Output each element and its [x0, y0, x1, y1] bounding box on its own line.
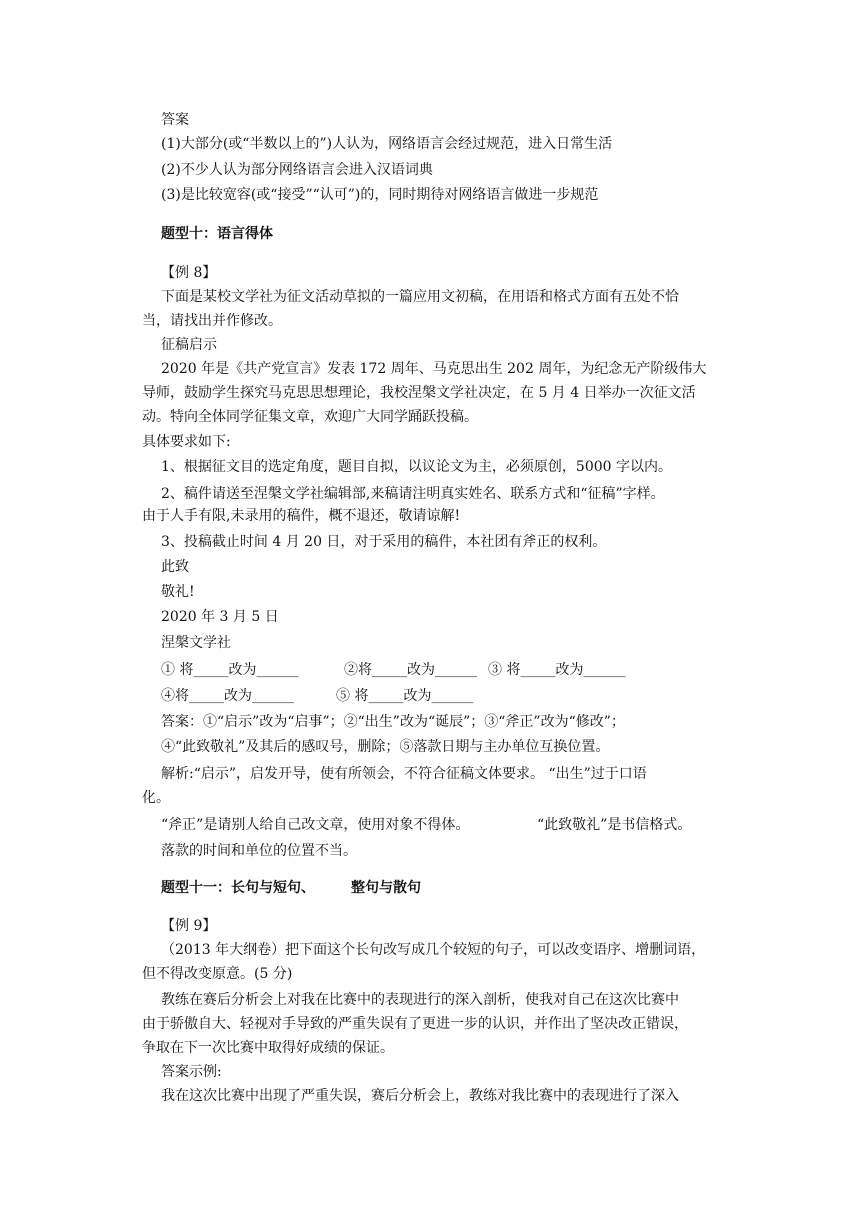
notice-paragraph-line-3: 动。特向全体同学征集文章，欢迎广大同学踊跃投稿。 [142, 409, 478, 425]
fill-blank-3: ③ 将_____改为______ [488, 662, 626, 678]
closing-line-2: 敬礼! [161, 584, 195, 600]
answer-label: 答案 [161, 112, 189, 128]
requirement-3: 3、投稿截止时间 4 月 20 日，对于采用的稿件，本社团有斧正的权利。 [161, 534, 607, 550]
answer-item-3: (3)是比较宽容(或“接受”“认可”)的，同时期待对网络语言做进一步规范 [161, 187, 599, 203]
answer-item-2: (2)不少人认为部分网络语言会进入汉语词典 [161, 162, 433, 178]
requirement-2-line-2: 由于人手有限,未录用的稿件，概不退还，敬请谅解! [142, 508, 461, 524]
requirement-1: 1、根据征文目的选定角度，题目自拟，以议论文为主，必须原创，5000 字以内。 [161, 459, 672, 475]
requirements-heading: 具体要求如下: [142, 434, 231, 450]
example-9-sentence-line-2: 由于骄傲自大、轻视对手导致的严重失误有了更进一步的认识，并作出了坚决改正错误， [142, 1016, 688, 1032]
fill-blank-5: ⑤ 将_____改为______ [336, 688, 474, 704]
section-11-heading-part-2: 整句与散句 [351, 880, 421, 896]
example-9-answer-line-1: 我在这次比赛中出现了严重失误，赛后分析会上，教练对我比赛中的表现进行了深入 [161, 1088, 679, 1104]
example-8-analysis-line-3b: “此致敬礼”是书信格式。 [537, 817, 692, 833]
example-8-analysis-line-1: 解析:“启示”，启发开导，使有所领会，不符合征稿文体要求。 “出生”过于口语 [161, 766, 647, 782]
example-8-analysis-line-3a: “斧正”是请别人给自己改文章，使用对象不得体。 [161, 817, 470, 833]
notice-title: 征稿启示 [161, 337, 217, 353]
example-9-sentence-line-1: 教练在赛后分析会上对我在比赛中的表现进行的深入剖析，使我对自己在这次比赛中 [161, 992, 679, 1008]
example-8-answer-line-1: 答案：①“启示”改为“启事”；②“出生”改为“诞辰”；③“斧正”改为“修改”； [161, 714, 625, 730]
requirement-2-line-1: 2、稿件请送至涅槃文学社编辑部,来稿请注明真实姓名、联系方式和“征稿”字样。 [161, 486, 665, 502]
fill-blank-4: ④将_____改为______ [161, 688, 294, 704]
example-8-answer-line-2: ④“此致敬礼”及其后的感叹号，删除；⑤落款日期与主办单位互换位置。 [161, 739, 610, 755]
example-8-label: 【例 8】 [161, 265, 217, 281]
fill-blank-2: ②将_____改为______ [344, 662, 477, 678]
answer-item-1: (1)大部分(或“半数以上的”)人认为，网络语言会经过规范，进入日常生活 [161, 136, 613, 152]
example-8-question-line-2: 当，请找出并作修改。 [142, 313, 282, 329]
notice-paragraph-line-2: 导师，鼓励学生探究马克思思想理论，我校涅槃文学社决定，在 5 月 4 日举办一次征文活 [142, 385, 696, 401]
example-9-answer-heading: 答案示例: [161, 1064, 222, 1080]
section-10-heading: 题型十：语言得体 [161, 226, 273, 242]
notice-date: 2020 年 3 月 5 日 [161, 609, 279, 625]
notice-signer: 涅槃文学社 [161, 635, 231, 651]
example-8-analysis-line-4: 落款的时间和单位的位置不当。 [161, 843, 357, 859]
section-11-heading-part-1: 题型十一：长句与短句、 [161, 880, 315, 896]
example-9-question-line-1: （2013 年大纲卷）把下面这个长句改写成几个较短的句子，可以改变语序、增删词语， [161, 942, 706, 958]
closing-line-1: 此致 [161, 559, 189, 575]
example-8-question-line-1: 下面是某校文学社为征文活动草拟的一篇应用文初稿，在用语和格式方面有五处不恰 [161, 289, 679, 305]
example-9-sentence-line-3: 争取在下一次比赛中取得好成绩的保证。 [142, 1040, 394, 1056]
notice-paragraph-line-1: 2020 年是《共产党宣言》发表 172 周年、马克思出生 202 周年，为纪念无产阶级伟大 [161, 361, 707, 377]
example-9-question-line-2: 但不得改变原意。(5 分) [142, 966, 293, 982]
example-9-label: 【例 9】 [161, 918, 217, 934]
fill-blank-1: ① 将_____改为______ [161, 662, 299, 678]
example-8-analysis-line-2: 化。 [142, 790, 170, 806]
